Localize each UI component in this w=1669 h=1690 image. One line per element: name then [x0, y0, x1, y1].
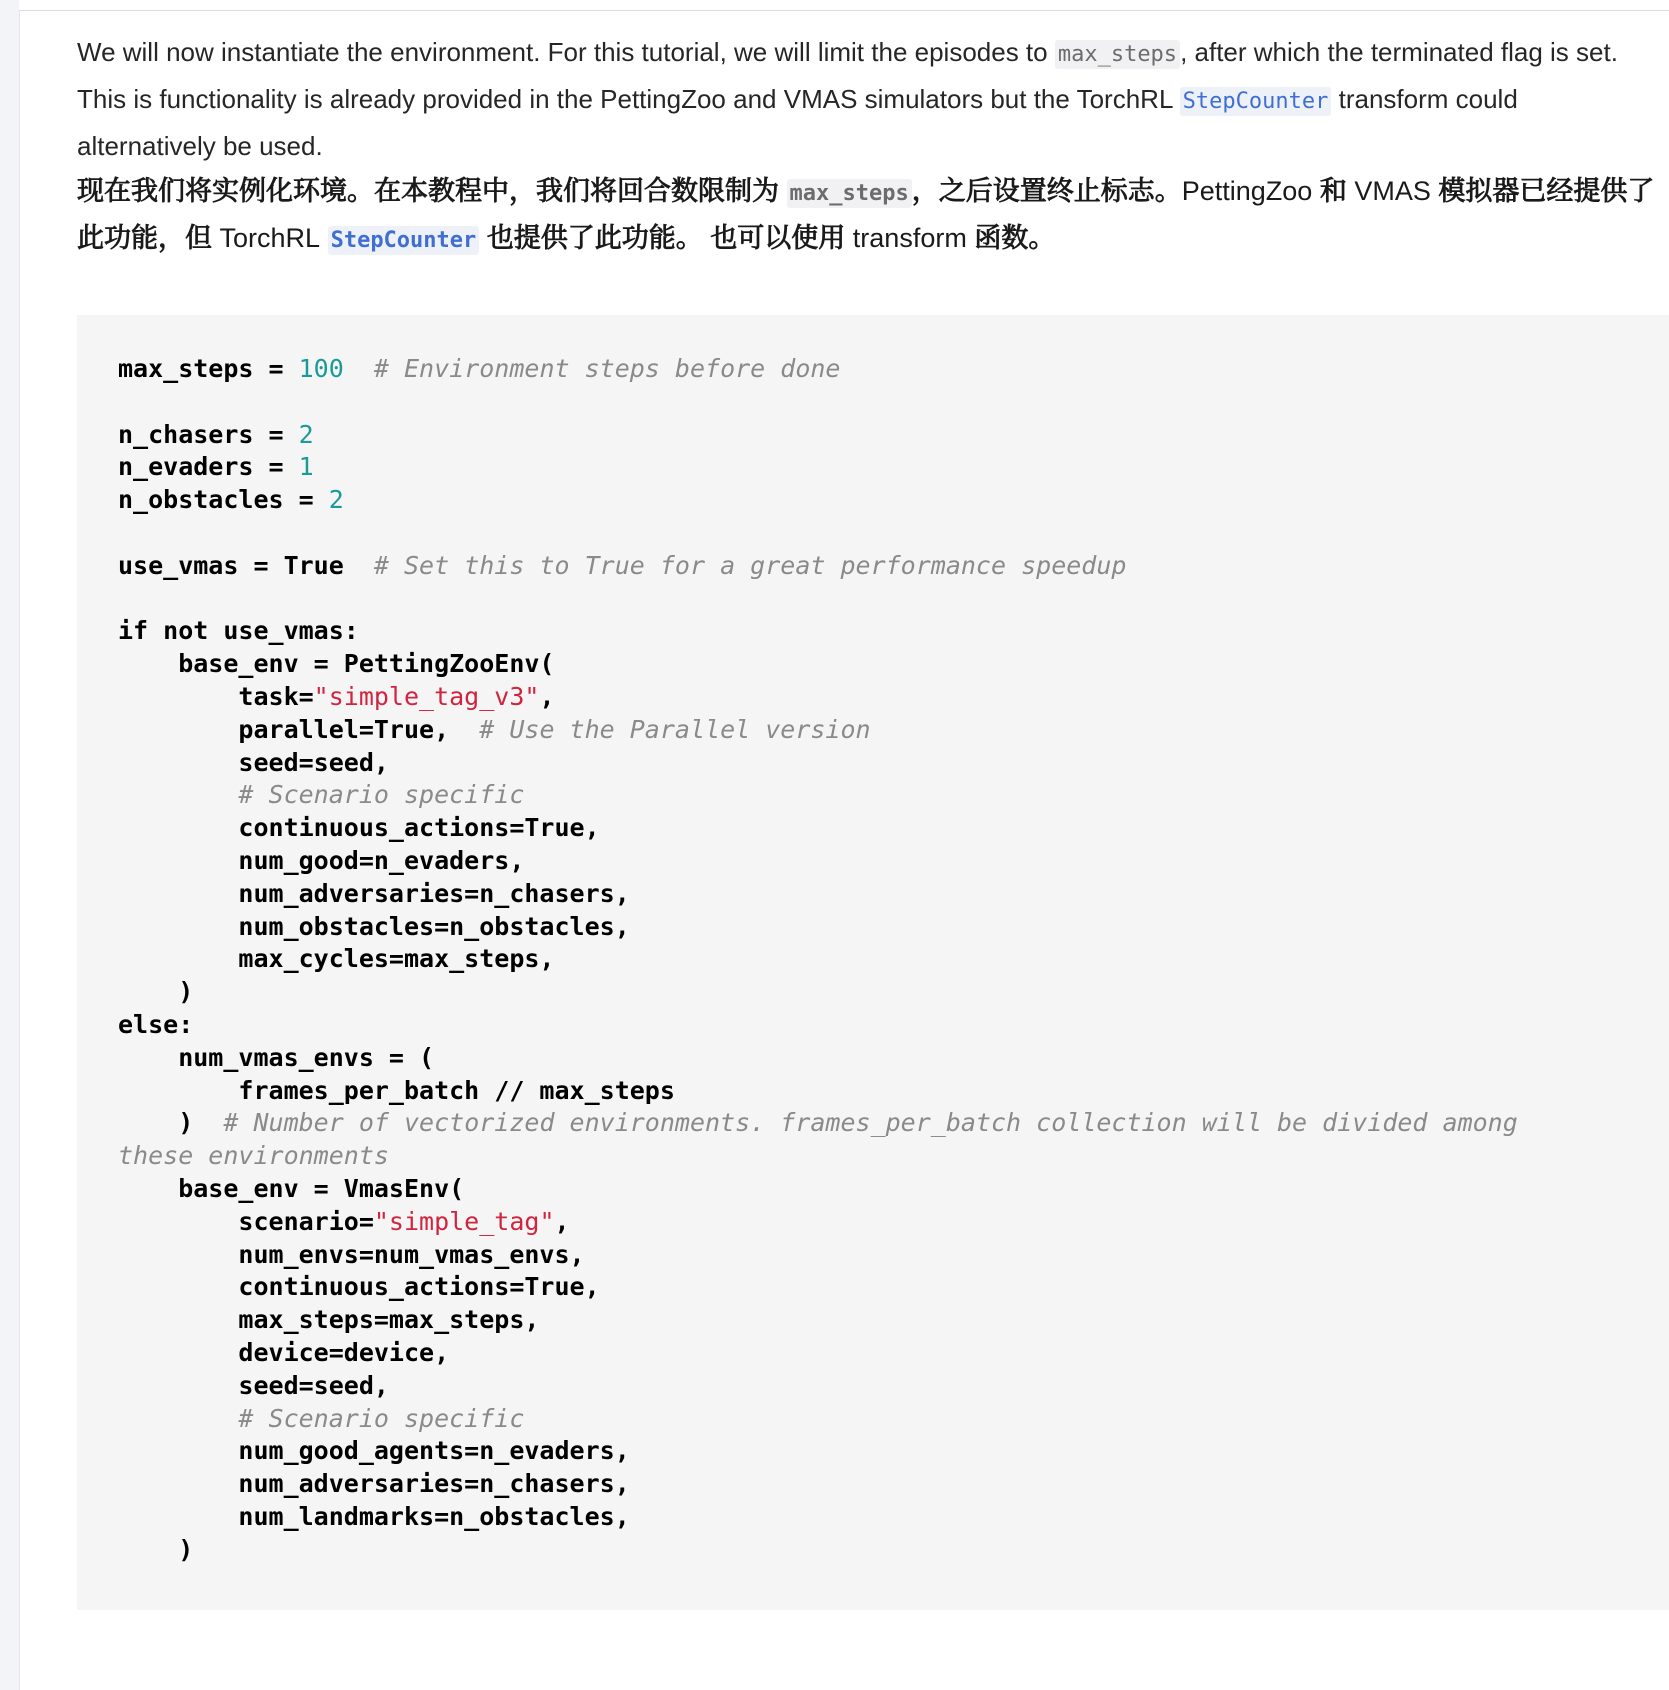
- code-text: max_steps =: [118, 354, 299, 383]
- text: VMAS: [1354, 176, 1431, 206]
- text: transform could alternatively be used.: [77, 84, 1518, 161]
- inline-code-max-steps-zh: max_steps: [787, 179, 912, 208]
- code-line: [118, 1206, 1669, 1239]
- text: , after which the terminated flag is set. This is functionality is already provided in the PettingZoo and VMAS simulators but the TorchRL: [77, 37, 1618, 114]
- code-comment: # Environment steps before done: [343, 354, 841, 383]
- code-comment: # Number of vectorized environments. frames_per_batch collection will be divided among: [193, 1108, 1518, 1138]
- code-line: [118, 681, 1669, 714]
- code-line: [118, 353, 1669, 386]
- code-number: 2: [328, 485, 344, 515]
- code-text: parallel=True,: [118, 714, 450, 744]
- code-line: max_cycles=max_steps,: [118, 944, 555, 974]
- code-line: continuous_actions=True,: [118, 813, 600, 843]
- code-block[interactable]: [77, 315, 1669, 1610]
- text: PettingZoo: [1181, 176, 1313, 206]
- code-line-blank: [118, 583, 1669, 616]
- left-sidebar-rail: [0, 0, 20, 1690]
- link-stepcounter-zh[interactable]: StepCounter: [328, 226, 480, 255]
- code-line: device=device,: [118, 1337, 450, 1367]
- code-text: use_vmas = True: [118, 550, 344, 580]
- code-line: [118, 484, 1669, 517]
- text: 现在我们将实例化环境。在本教程中，我们将回合数限制为: [77, 176, 787, 206]
- code-text: ): [118, 1108, 194, 1138]
- code-text: n_chasers =: [118, 419, 299, 449]
- code-line: [118, 1140, 1669, 1173]
- code-line: else:: [118, 1009, 194, 1039]
- code-comment: # Set this to True for a great performance speedup: [343, 550, 1127, 580]
- code-text: n_evaders =: [118, 452, 299, 482]
- code-line: num_obstacles=n_obstacles,: [118, 911, 630, 941]
- code-line: continuous_actions=True,: [118, 1272, 600, 1302]
- code-line: base_env = VmasEnv(: [118, 1173, 465, 1203]
- article-content: [77, 30, 1657, 263]
- code-number: 1: [298, 452, 314, 482]
- text: TorchRL: [219, 223, 321, 253]
- code-line: max_steps=max_steps,: [118, 1305, 540, 1335]
- code-line: num_vmas_envs = (: [118, 1042, 435, 1072]
- code-comment: # Use the Parallel version: [449, 714, 871, 744]
- code-string: "simple_tag_v3": [313, 681, 540, 711]
- code-line: num_landmarks=n_obstacles,: [118, 1501, 630, 1531]
- code-line: num_good=n_evaders,: [118, 845, 525, 875]
- code-line: ): [118, 977, 194, 1007]
- code-line: [118, 419, 1669, 452]
- code-comment: # Scenario specific: [118, 780, 525, 810]
- code-text: n_obstacles =: [118, 485, 329, 515]
- text: We will now instantiate the environment. For this tutorial, we will limit the episodes to: [77, 37, 1055, 67]
- inline-code-max-steps: max_steps: [1055, 40, 1180, 69]
- code-string: "simple_tag": [373, 1206, 555, 1236]
- code-line: [118, 1403, 1669, 1436]
- code-line: num_envs=num_vmas_envs,: [118, 1239, 585, 1269]
- code-line: seed=seed,: [118, 747, 389, 777]
- code-line: seed=seed,: [118, 1370, 389, 1400]
- code-line: [118, 451, 1669, 484]
- code-line-blank: [118, 386, 1669, 419]
- code-line: base_env = PettingZooEnv(: [118, 649, 555, 679]
- code-line: [118, 550, 1669, 583]
- code-comment: # Scenario specific: [118, 1403, 525, 1433]
- text: 也提供了此功能。 也可以使用: [479, 223, 853, 253]
- code-line: num_adversaries=n_chasers,: [118, 878, 630, 908]
- code-text: ,: [539, 681, 555, 711]
- text: transform: [852, 223, 967, 253]
- code-line: [118, 1107, 1669, 1140]
- link-stepcounter[interactable]: StepCounter: [1180, 87, 1332, 116]
- code-text: task=: [118, 681, 314, 711]
- text: ，之后设置终止标志。: [911, 176, 1182, 206]
- text: [320, 223, 328, 253]
- code-line: num_adversaries=n_chasers,: [118, 1469, 630, 1499]
- code-line: num_good_agents=n_evaders,: [118, 1436, 630, 1466]
- text: 模拟器已经提供了此功能，但: [77, 176, 1655, 253]
- code-line: ): [118, 1534, 194, 1564]
- code-line: [118, 714, 1669, 747]
- code-line-blank: [118, 517, 1669, 550]
- code-line: if not use_vmas:: [118, 616, 359, 646]
- top-divider: [19, 0, 1669, 11]
- paragraph-english: [77, 30, 1657, 169]
- code-text: ,: [554, 1206, 570, 1236]
- code-line: [118, 779, 1669, 812]
- code-text: scenario=: [118, 1206, 374, 1236]
- text: 函数。: [966, 223, 1056, 253]
- code-number: 100: [298, 354, 344, 383]
- code-line: frames_per_batch // max_steps: [118, 1075, 675, 1105]
- paragraph-chinese: [77, 169, 1657, 263]
- text: 和: [1312, 176, 1355, 206]
- code-number: 2: [298, 419, 314, 449]
- code-comment: these environments: [118, 1141, 389, 1171]
